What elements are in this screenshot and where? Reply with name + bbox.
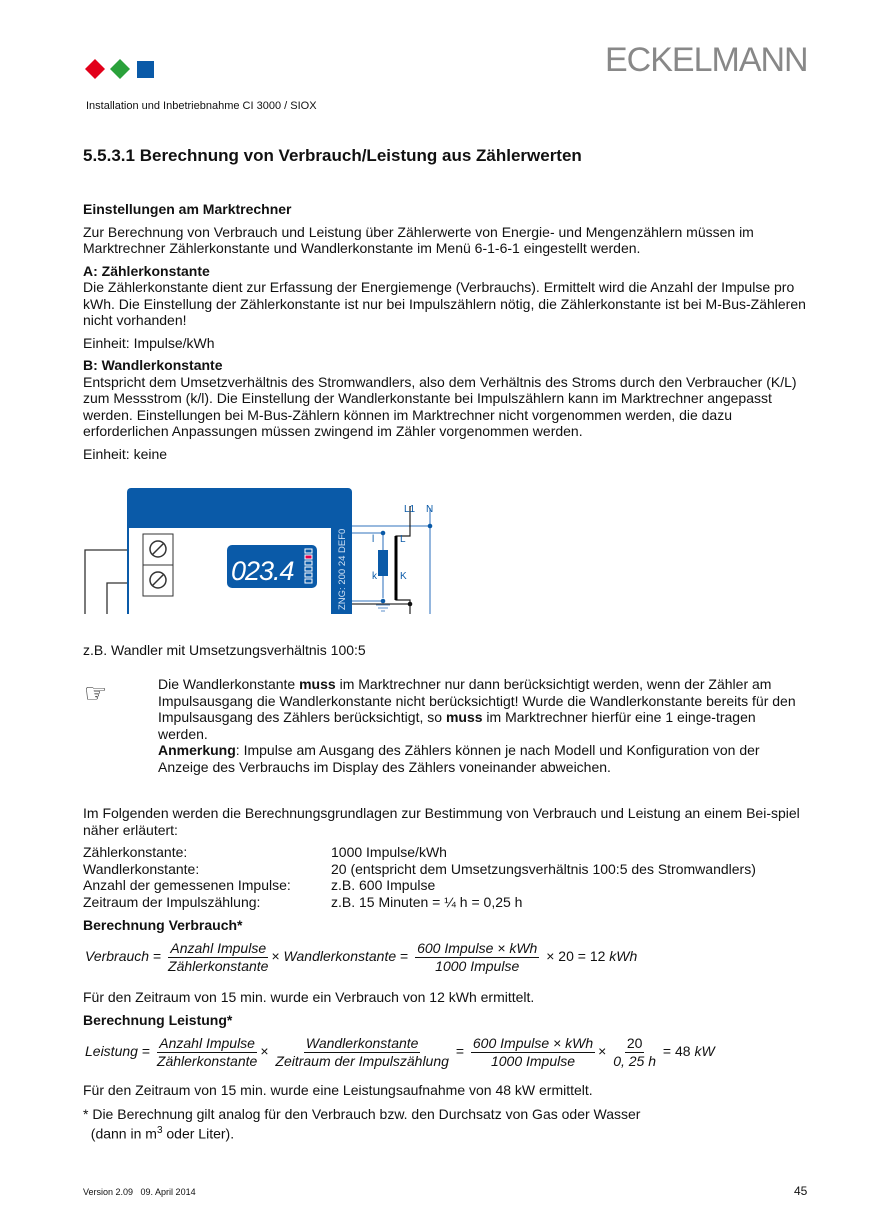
b-text: Entspricht dem Umsetzverhältnis des Stromwandlers, also dem Verhältnis des Stroms durch den Verbraucher (K/L) zum Messstrom (k/l). Die Einstellung der Wandlerkonstante bei Impulszählern kann im Marktrechner angepasst werden. Einstellungen bei M-Bus-Zählern können im Marktrechner nicht vorgenommen werden, die dazu erforderlichen Anpassungen müssen zwingend im Zähler vorgenommen werden. (83, 373, 797, 439)
section-title: 5.5.3.1 Berechnung von Verbrauch/Leistung aus Zählerwerten (83, 146, 582, 165)
table-row: Zeitraum der Impulszählung: z.B. 15 Minuten = ¼ h = 0,25 h (83, 893, 523, 910)
label-l1: L1 (404, 504, 416, 515)
label-k-small: k (372, 571, 377, 582)
leistung-heading: Berechnung Leistung* (83, 1012, 233, 1028)
brand-name: ECKELMANN (605, 41, 808, 79)
display-readout: 023.4 (231, 556, 294, 586)
table-row: Zählerkonstante: 1000 Impulse/kWh (83, 844, 447, 860)
note-text: Die Wandlerkonstante muss im Marktrechner nur dann berücksichtigt werden, wenn der Zähler am Impulsausgang die Wandlerkonstante nicht berücksichtigt! Wurde die Wandlerkonstante bereits für den Impulsausgang des Zählers berücksichtigt, so muss im Marktrechner hierfür eine 1 einge-tragen werden. Anmerkung: Impulse am Ausgang des Zählers können je nach Modell und Konfiguration von der Anzeige des Verbrauchs im Display des Zählers voneinander abweichen. (158, 676, 796, 775)
leistung-summary: Für den Zeitraum von 15 min. wurde eine Leistungsaufnahme von 48 kW ermittelt. (83, 1082, 593, 1098)
settings-heading: Einstellungen am Marktrechner (83, 201, 292, 217)
meter-id-label: ZNG: 200 24 DEF0 (337, 528, 348, 610)
table-row: Wandlerkonstante: 20 (entspricht dem Umsetzungsverhältnis 100:5 des Stromwandlers) (83, 860, 756, 877)
page-number: 45 (794, 1184, 808, 1198)
intro-text: Im Folgenden werden die Berechnungsgrundlagen zur Bestimmung von Verbrauch und Leistung an einem Bei-spiel näher erläutert: (83, 805, 800, 838)
table-row: Anzahl der gemessenen Impulse: z.B. 600 Impulse (83, 877, 436, 893)
footer-version: Version 2.09 09. April 2014 (83, 1187, 196, 1197)
parameter-table (83, 844, 756, 910)
label-n: N (426, 504, 434, 515)
verbrauch-summary: Für den Zeitraum von 15 min. wurde ein Verbrauch von 12 kWh ermittelt. (83, 989, 535, 1005)
a-unit: Einheit: Impulse/kWh (83, 334, 215, 351)
settings-text: Zur Berechnung von Verbrauch und Leistung über Zählerwerte von Energie- und Mengenzählern müssen im Marktrechner Zählerkonstante und Wandlerkonstante im Menü 6-1-6-1 eingestellt werden. (83, 223, 754, 256)
label-k-large: K (400, 571, 407, 582)
company-logo (84, 58, 156, 82)
document-subtitle: Installation und Inbetriebnahme CI 3000 / SIOX (86, 100, 317, 112)
b-unit: Einheit: keine (83, 445, 168, 462)
label-l-small: l (372, 534, 375, 545)
label-l-large: L (400, 534, 406, 545)
b-heading: B: Wandlerkonstante (83, 357, 223, 373)
leistung-formula: Leistung = $\frac{\text{Anzahl Impulse}}{\text{Zählerkonstante}}$ × $\frac{\text{Wandlerkonstante}}{\text{Zeitraum der Impulszählung}}$ = $\frac{\text{600 Impulse × kWh}}{\text{1000 Impulse}}$ × $\frac{20}{0, 25 h}$ = 48 kW (85, 1035, 715, 1069)
verbrauch-heading: Berechnung Verbrauch* (83, 917, 243, 933)
a-text: Die Zählerkonstante dient zur Erfassung der Energiemenge (Verbrauchs). Ermittelt wird die Anzahl der Impulse pro kWh. Die Einstellung der Zählerkonstante ist nur bei Impulszählern nötig, die Zählerkonstante ist bei M-Bus-Zähleren nicht vorhanden! (83, 279, 806, 328)
current-transformer-diagram (80, 488, 450, 614)
footnote: * Die Berechnung gilt analog für den Verbrauch bzw. den Durchsatz von Gas oder Wasser (dann in $m^3$ oder Liter). (83, 1106, 641, 1142)
a-heading: A: Zählerkonstante (83, 262, 210, 279)
verbrauch-formula: Verbrauch = $\frac{\text{Anzahl Impulse}}{\text{Zählerkonstante}}$ × Wandlerkonstante = $\frac{\text{600 Impulse × kWh}}{\text{1000 Impulse}}$ × 20 = 12 kWh (85, 940, 638, 974)
diagram-caption: z.B. Wandler mit Umsetzungsverhältnis 100:5 (83, 642, 366, 658)
pointing-hand-icon: ☞ (84, 678, 108, 708)
